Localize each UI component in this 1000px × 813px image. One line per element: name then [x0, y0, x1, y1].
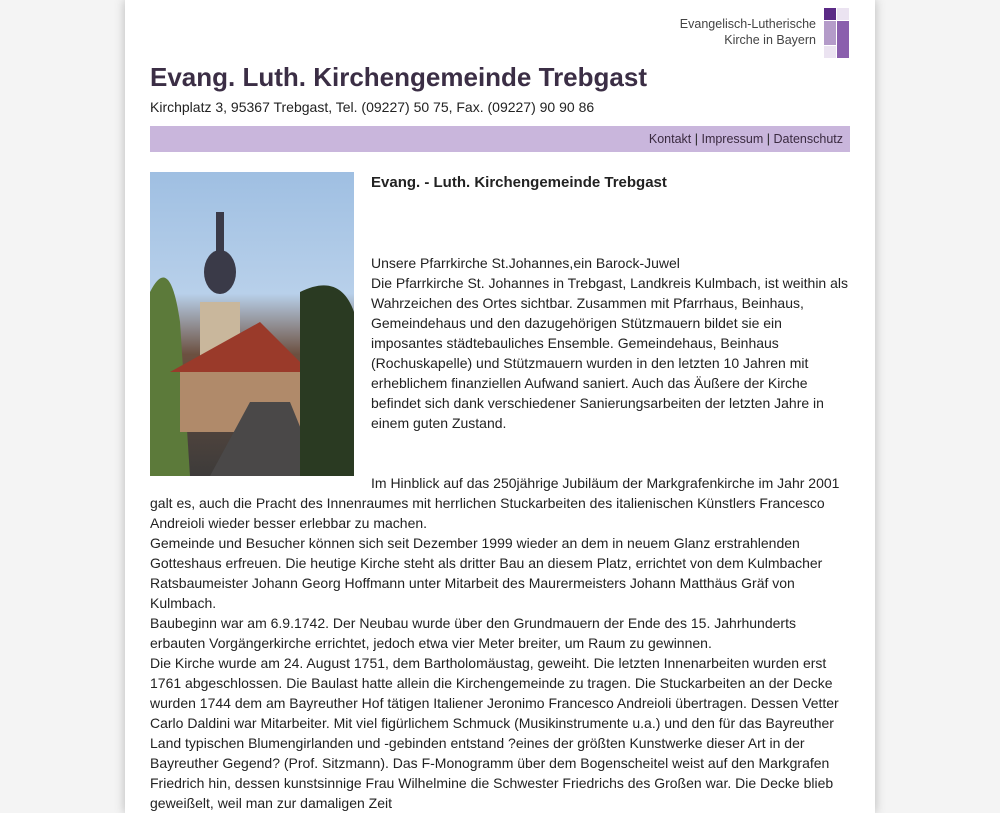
paragraph: Die Kirche wurde am 24. August 1751, dem Bartholomäustag, geweiht. Die letzten Innenarbeiten wurden erst 1761 abgeschlossen. Die Baulast hatte allein die Kirchengemeinde zu tragen. Die Stuckarbeiten an der Decke wurden 1744 dem am Bayreuther Hof tätigen Italiener Jeronimo Francesco Andreioli übertragen. Dessen Vetter Carlo Daldini war Mitarbeiter. Mit viel figürlichem Schmuck (Musikinstrumente u.a.) und den für das Bayreuther Land typischen Blumengirlanden und -gebinden entstand ?eines der größten Kunstwerke dieser Art in der Bayreuther Gegend? (Prof. Sitzmann). Das F-Monogramm über dem Bogenscheitel weist auf den Markgrafen Friedrich hin, dessen kunstsinnige Frau Wilhelmine die Schwester Friedrichs des Großen war. Die Decke blieb geweißelt, weil man zur damaligen Zeit	[150, 655, 839, 811]
paragraph-title: Unsere Pfarrkirche St.Johannes,ein Barock-Juwel	[371, 255, 680, 271]
paragraph: Im Hinblick auf das 250jährige Jubiläum der Markgrafenkirche im Jahr 2001 galt es, auch die Pracht des Innenraumes mit herrlichen Stuckarbeiten des italienischen Künstlers Francesco Andreioli wieder besser erlebbar zu machen.	[150, 475, 840, 531]
church-photo	[150, 172, 354, 476]
page-title: Evang. Luth. Kirchengemeinde Trebgast	[150, 62, 647, 92]
top-nav	[150, 126, 850, 152]
paragraph: Die Pfarrkirche St. Johannes in Trebgast, Landkreis Kulmbach, ist weithin als Wahrzeichen des Ortes sichtbar. Zusammen mit Pfarrhaus, Beinhaus, Gemeindehaus und den dazugehörigen Stützmauern bildet sie ein imposantes städtebauliches Ensemble. Gemeindehaus, Beinhaus (Rochuskapelle) und Stützmauern wurden in den letzten 10 Jahren mit erheblichem finanziellen Aufwand saniert. Auch das Äußere der Kirche befindet sich dank verschiedener Sanierungsarbeiten der letzten Jahre in einem guten Zustand.	[371, 275, 849, 431]
nav-separator: |	[766, 132, 771, 146]
page	[125, 0, 875, 813]
logo-mark-icon	[824, 8, 850, 58]
logo-text	[680, 16, 816, 48]
paragraph: Gemeinde und Besucher können sich seit Dezember 1999 wieder an dem in neuem Glanz erstrahlenden Gotteshaus erfreuen. Die heutige Kirche steht als dritter Bau an diesem Platz, errichtet von dem Kulmbacher Ratsbaumeister Johann Georg Hoffmann unter Mitarbeit des Maurermeisters Johann Matthäus Gräf von Kulmbach.	[150, 535, 823, 611]
logo-line1: Evangelisch-Lutherische	[679, 17, 816, 31]
main-content	[150, 172, 850, 813]
content-heading: Evang. - Luth. Kirchengemeinde Trebgast	[371, 174, 667, 191]
address: Kirchplatz 3, 95367 Trebgast, Tel. (09227) 50 75, Fax. (09227) 90 90 86	[150, 99, 595, 115]
paragraph: Baubeginn war am 6.9.1742. Der Neubau wurde über den Grundmauern der Ende des 15. Jahrhunderts erbauten Vorgängerkirche errichtet, jedoch etwa vier Meter breiter, um Raum zu gewinnen.	[150, 615, 796, 651]
logo-line2: Kirche in Bayern	[724, 33, 816, 47]
nav-datenschutz[interactable]: Datenschutz	[773, 132, 843, 146]
elkb-logo[interactable]	[680, 8, 850, 58]
nav-kontakt[interactable]: Kontakt	[648, 132, 692, 146]
nav-impressum[interactable]: Impressum	[701, 132, 764, 146]
nav-separator: |	[694, 132, 698, 146]
